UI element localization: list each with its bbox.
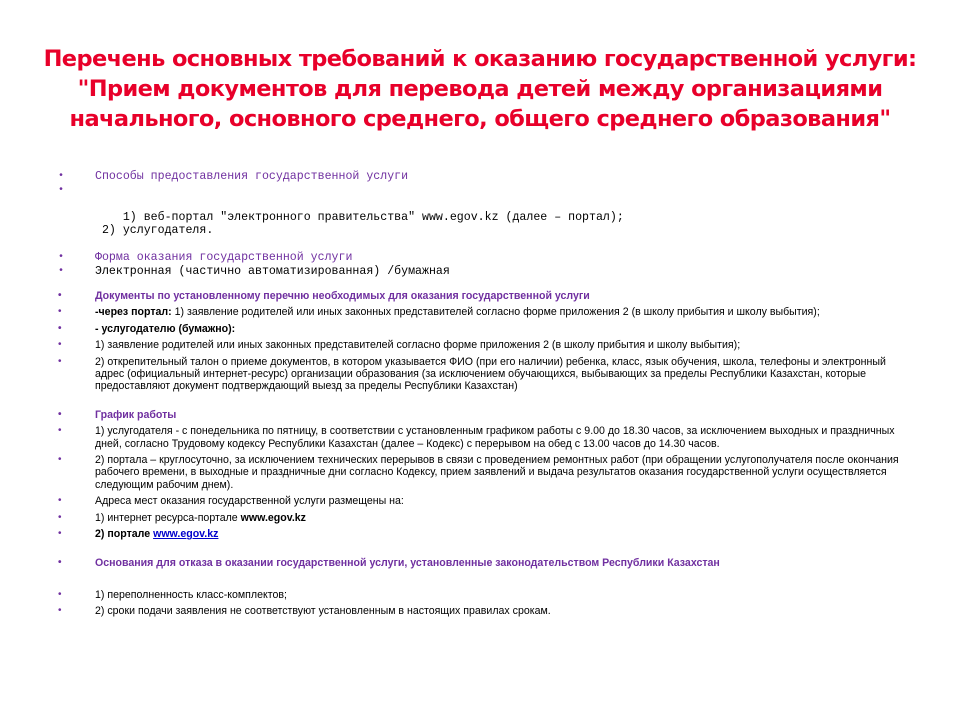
title-line-1: Перечень основных требований к оказанию государственной услуги: (43, 46, 917, 72)
list-item (58, 290, 904, 302)
address-2-label: 2) портале (95, 528, 154, 541)
bullet-icon: • (58, 171, 65, 182)
form-text: Электронная (частично автоматизированная) /бумажная (95, 264, 450, 278)
refusal-heading: Основания для отказа в оказании государственной услуги, установленные законодательством Республики Казахстан (95, 556, 720, 569)
docs-portal-text: 1) заявление родителей или иных законных представителей согласно форме приложения 2 (в школу прибытия и школу выбытия); (171, 306, 820, 319)
bullet-icon: • (58, 322, 62, 334)
title-line-3: начального, основного среднего, общего среднего образования" (69, 106, 891, 132)
list-item (58, 557, 904, 569)
bullet-icon: • (58, 511, 62, 523)
bullet-icon: • (58, 252, 65, 263)
bullet-icon: • (58, 528, 62, 540)
schedule-item-1: 1) услугодателя - с понедельника по пятницу, в соответствии с установленным графиком работы с 9.00 до 18.30 часов, за исключением выходных и праздничных дней, согласно Трудовому кодексу Республики Казахстан (далее – Кодекс) с перерывом на обед с 13.00 часов до 14.30 часов. (95, 425, 895, 450)
docs-heading: Документы по установленному перечню необходимых для оказания государственной услуги (95, 290, 590, 302)
list-item (58, 306, 904, 318)
bullet-icon: • (58, 605, 62, 617)
list-item (58, 184, 904, 252)
list-item (58, 323, 904, 335)
methods-item-1: 1) веб-портал "электронного правительства" www.egov.kz (далее – портал); 2) услугодателя. (101, 210, 624, 237)
title-line-2: "Прием документов для перевода детей между организациями (77, 76, 883, 102)
content-list (58, 170, 904, 618)
list-item (58, 265, 904, 279)
schedule-item-2: 2) портала – круглосуточно, за исключением технических перерывов в связи с проведением ремонтных работ (при обращении услугополучателя после окончания рабочего времени, в выходные и праздничные дни согласно Кодексу, прием заявлений и выдача результатов оказания государственной услуги осуществляется следующим рабочим днем). (95, 454, 899, 491)
list-item (58, 251, 904, 265)
list-item (58, 512, 904, 524)
list-item (58, 528, 904, 540)
bullet-icon: • (58, 556, 62, 568)
docs-provider-label: - услугодателю (бумажно): (95, 322, 236, 335)
list-item (58, 605, 904, 617)
page-title (40, 44, 920, 134)
list-item (58, 425, 904, 450)
list-item (58, 339, 904, 351)
refusal-item-2: 2) сроки подачи заявления не соответствуют установленным в настоящих правилах срокам. (95, 605, 551, 618)
bullet-icon: • (58, 265, 65, 277)
bullet-icon: • (58, 355, 62, 367)
bullet-icon: • (58, 408, 62, 420)
docs-item-2: 2) открепительный талон о приеме документов, в котором указывается ФИО (при его наличии) ребенка, класс, язык обучения, школа, телефоны и электронный адрес (официальный интернет-ресурс) организации образования (за исключением обучающихся, выбывающих за пределы Республики Казахстан, которые предоставляют документ подтверждающий выезд за пределы Республики Казахстан) (95, 355, 886, 393)
list-item (58, 356, 904, 393)
refusal-item-1: 1) переполненность класс-комплектов; (95, 588, 287, 601)
bullet-icon: • (58, 184, 65, 196)
bullet-icon: • (58, 306, 62, 318)
bullet-icon: • (58, 339, 62, 351)
schedule-heading: График работы (95, 408, 177, 421)
list-item (58, 409, 904, 421)
bullet-icon: • (58, 588, 62, 600)
list-item (58, 454, 904, 491)
address-1-label: 1) интернет ресурса-портале (95, 511, 241, 524)
methods-heading: Способы предоставления государственной услуги (95, 170, 409, 183)
egov-link[interactable]: www.egov.kz (153, 528, 219, 541)
bullet-icon: • (58, 454, 62, 466)
address-1-site: www.egov.kz (240, 511, 306, 524)
list-item (58, 170, 904, 184)
bullet-icon: • (58, 425, 62, 437)
list-item (58, 589, 904, 601)
bullet-icon: • (58, 290, 62, 301)
docs-item-1: 1) заявление родителей или иных законных представителей согласно форме приложения 2 (в школу прибытия и школу выбытия); (95, 339, 741, 352)
bullet-icon: • (58, 495, 62, 507)
addresses-text: Адреса мест оказания государственной услуги размещены на: (95, 495, 404, 508)
docs-portal-label: -через портал: (95, 306, 172, 319)
form-heading: Форма оказания государственной услуги (95, 251, 353, 264)
list-item (58, 495, 904, 507)
